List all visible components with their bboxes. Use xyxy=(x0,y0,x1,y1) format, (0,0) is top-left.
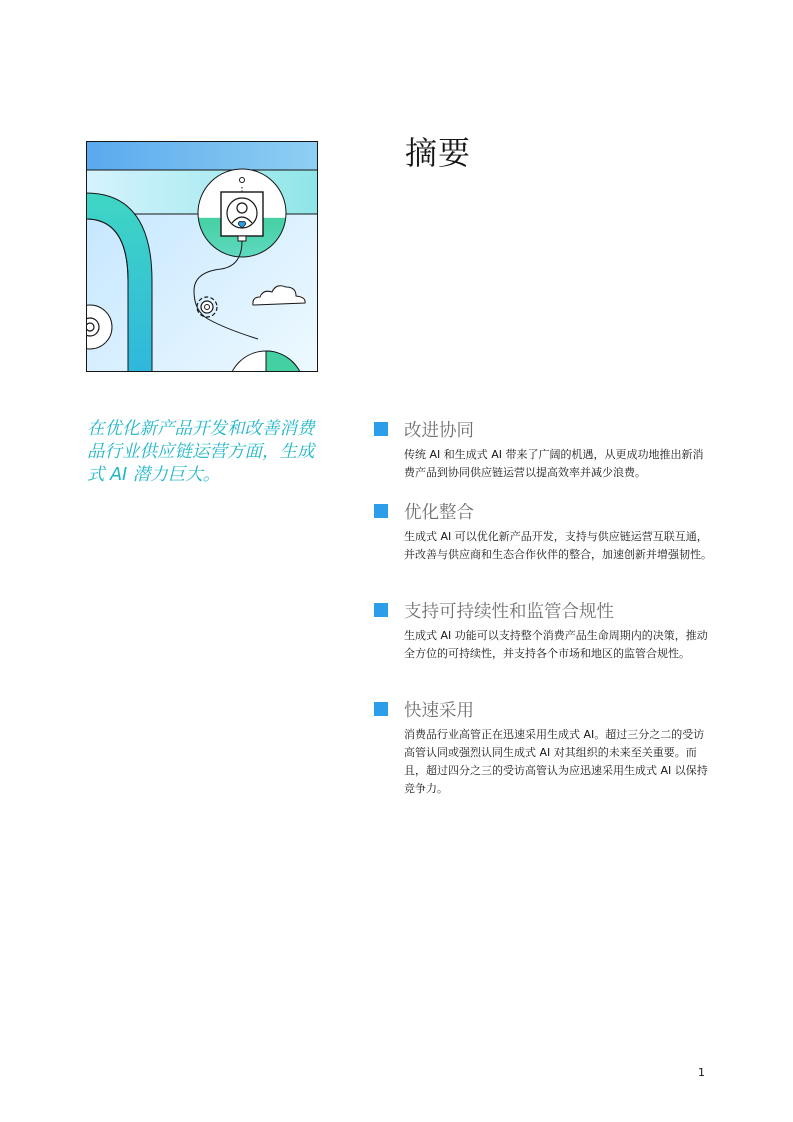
section-body: 传统 AI 和生成式 AI 带来了广阔的机遇，从更成功地推出新消费产品到协同供应链运营以提高效率并减少浪费。 xyxy=(404,448,704,479)
summary-sections xyxy=(374,416,714,798)
section-collaboration xyxy=(374,416,714,498)
page-number: 1 xyxy=(698,1066,705,1079)
page-title: 摘要 xyxy=(405,134,472,172)
section-marker xyxy=(374,603,388,617)
section-adoption xyxy=(374,696,714,798)
section-title: 改进协同 xyxy=(404,420,474,441)
section-sustainability xyxy=(374,597,714,696)
section-title: 支持可持续性和监管合规性 xyxy=(404,601,614,622)
section-title: 优化整合 xyxy=(404,502,474,523)
section-marker xyxy=(374,504,388,518)
section-body: 生成式 AI 可以优化新产品开发，支持与供应链运营互联互通，并改善与供应商和生态合作伙伴的整合，加速创新并增强韧性。 xyxy=(404,530,712,561)
pullquote: 在优化新产品开发和改善消费品行业供应链运营方面，生成式 AI 潜力巨大。 xyxy=(87,419,315,485)
section-marker xyxy=(374,702,388,716)
section-body: 生成式 AI 功能可以支持整个消费产品生命周期内的决策，推动全方位的可持续性，并支持各个市场和地区的监管合规性。 xyxy=(404,629,708,660)
section-title: 快速采用 xyxy=(404,700,474,721)
section-integration xyxy=(374,498,714,597)
section-body: 消费品行业高管正在迅速采用生成式 AI。超过三分之二的受访高管认同或强烈认同生成式 AI 对其组织的未来至关重要。而且，超过四分之三的受访高管认为应迅速采用生成式 AI 以保持竞争力。 xyxy=(404,728,708,795)
section-marker xyxy=(374,422,388,436)
hero-illustration xyxy=(86,141,318,372)
